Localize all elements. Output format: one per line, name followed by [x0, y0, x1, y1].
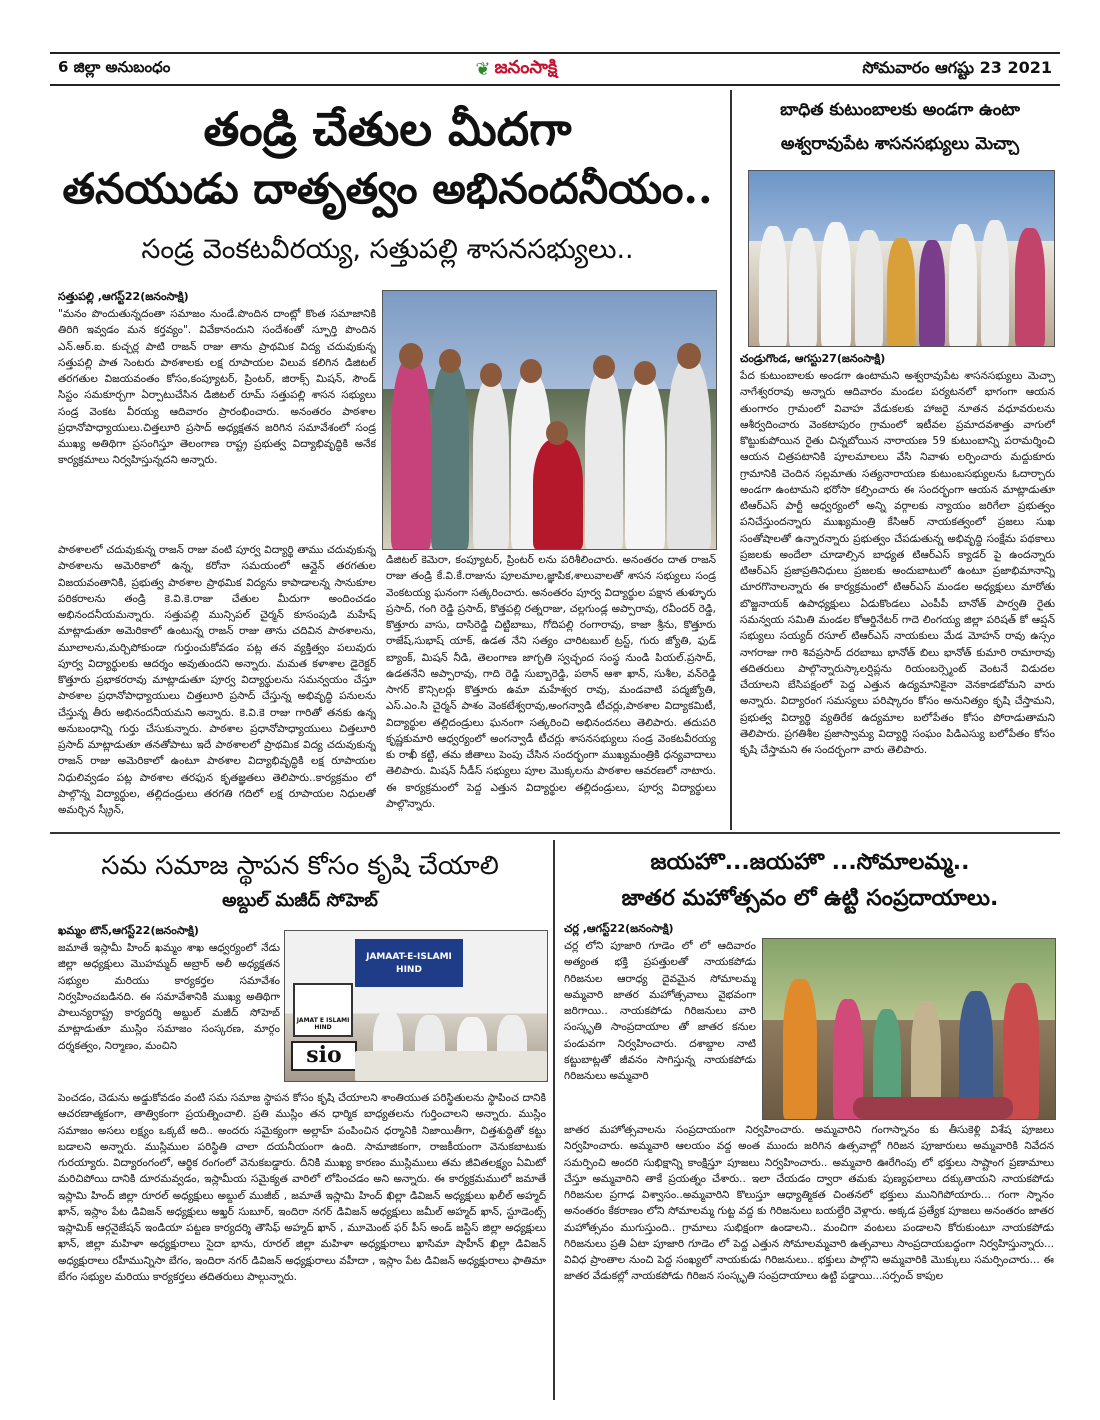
story2-body: పేద కుటుంబాలకు అండగా ఉంటామని అశ్వరావుపేట శాసనసభ్యులు మెచ్చా నాగేశ్వరరావు అన్నారు ఆదివారం మండల పర్యటనలో భాగంగా ఆయన తుంగారం గ్రామంలో వివాహ వేడుకలకు హాజరై నూతన వధూవరులను ఆశీర్వదించారు వెంకటాపురం గ్రామంలో ఇటీవల ప్రమాదవశాత్తు వాగులో కొట్టుకుపోయిన రైతు చిన్నబోయిన నారాయణ 59 కుటుంబాన్ని పరామర్శించి ఆయన చిత్రపటానికి పూలమాలలు వేసి నివాళు లర్పించారు మద్దుకూరు గ్రామానికి చెందిన సల్లమాతు సత్యనారాయణ కుటుంబసభ్యులను ఓదార్చారు అండగా ఉంటామని భరోసా కల్పించారు ఈ సందర్భంగా ఆయన మాట్లాడుతూ టిఆర్ఎస్ పార్టీ ఆధ్వర్యంలో అన్ని వర్గాలకు న్యాయం జరిగేలా ప్రభుత్వం పనిచేస్తుందన్నారు ముఖ్యమంత్రి కేసిఆర్ నాయకత్వంలో ప్రజలు సుఖ సంతోషాలతో ఉన్నారన్నారు ప్రభుత్వం చేపడుతున్న అభివృద్ధి సంక్షేమ పథకాలు ప్రజలకు అందేలా చూడాల్సిన బాధ్యత టిఆర్ఎస్ క్యాడర్ పై ఉందన్నారు టిఆర్ఎస్ ప్రజాప్రతినిధులు ప్రజలకు అందుబాటులో ఉంటూ ప్రజాభిమానాన్ని చూరగొనాలన్నారు ఈ కార్యక్రమంలో టిఆర్ఎస్ మండల అధ్యక్షులు మారోతు బొజ్జనాయక్ ఉపాధ్యక్షులు ఏడుకొండలు ఎంపీపీ బానోత్ పార్వతి రైతు సమన్వయ సమితి మండల కోఆర్డినేటర్ గాదె లింగయ్య జిల్లా పరిషత్ కో ఆప్షన్ సభ్యులు సయ్యద్ రసూల్ టిఆర్ఎస్ నాయకులు మేడ మోహన్ రావు ఉస్సం నాగరాజు గారి శివప్రసాద్ దరబాబు భానోత్ బిలు భానోత్ కుమారి రామారావు తదితరులు పాల్గొన్నారుస్కాలర్షిప్లను రియంబర్స్మెంట్ వెంటనే విడుదల చేయాలని బేసిపక్షంలో పెద్ద ఎత్తున ఉద్యమానికైనా వెనకాడబోమని వారు అన్నారు. విద్యారంగ సమస్యలు పరిష్కారం కోసం అనునిత్యం కృషి చేస్తామని, ప్రభుత్వ విద్యార్థి వ్యతిరేక ఉద్యమాల బలోపేతం కోసం పోరాడుతామని తెలిపారు. ప్రగతిశీల ప్రజాస్వామ్య విద్యార్థి సంఘం పిడిఎస్యు బలోపేతం కోసం కృషి చేస్తామని ఈ సందర్భంగా వారు తెలిపారు.	[740, 370, 1055, 757]
story4-headline-1: జయహొ...జయహొ ...సోమాలమ్మ..	[650, 850, 970, 875]
story1-dateline: సత్తుపల్లి ,ఆగస్ట్22(జనంసాక్షి)	[58, 290, 189, 303]
leaf-icon: ❦	[475, 58, 491, 80]
story3-headline: సమ సమాజ స్థాపన కోసం కృషి చేయాలి	[101, 851, 499, 881]
story3-photo	[284, 930, 548, 1082]
story2-headline-2: అశ్వరావుపేట శాసనసభ్యులు మెచ్చా	[780, 134, 1020, 154]
story1-subhead: సండ్ర వెంకటవీరయ్య, సత్తుపల్లి శాసనసభ్యులు..	[141, 234, 634, 265]
head-shape	[677, 343, 701, 369]
banner-sign: JAMAAT-E-ISLAMI HIND	[355, 939, 463, 987]
person-figure	[585, 371, 623, 549]
devotees-on-ground	[853, 1097, 1013, 1119]
story3-body-wide: పెంచడం, చెడును అడ్డుకోవడం వంటి సమ సమాజ స్థాపన కోసం కృషి చేయాలని శాంతియుత పరిస్థితులను స్థాపించ దానికి ఆచరణాత్మకంగా, తాత్వికంగా ప్రయత్నించాలి. ప్రతి ముస్లిం తన ధార్మిక బాధ్యతలను గుర్తించాలని అన్నారు. ముస్లిం సమాజం అసలు లక్ష్యం ఒక్కటే అది.. అందరు సమైక్యంగా అల్లాహ్ పంపించిన ధర్మానికి నిజాయితీగా, చిత్తశుద్ధితో కట్టు బడాలని అన్నారు. ముస్లిముల పరిస్థితి చాలా దయనీయంగా ఉంది. సామాజికంగా, రాజకీయంగా వెనుకబాటుకు గురయ్యారు. విద్యారంగంలో, ఆర్థిక రంగంలో వెనుకబడ్డారు. దీనికి ముఖ్య కారణం ముస్లిములు తమ జీవితలక్ష్యం ఏమిటో మరిచిపోయి దానికి దూరమవ్వడం, ఇస్లామీయ సమైక్యత వారిలో లోపించడం అని అన్నారు. ఈ కార్యక్రమములో జమాతే ఇస్లామి హింద్ జిల్లా రూరల్ అధ్యక్షులు అబ్దుల్ ముజీబ్ , జమాతే ఇస్లామి హింద్ ఖిల్లా డివిజన్ అధ్యక్షులు ఖలీల్ అహ్మద్ ఖాన్, ఇస్లాం పేట డివిజన్ అధ్యక్షులు అఖ్తర్ సుబూర్, ఇందిరా నగర్ డివిజన్ అధ్యక్షులు జమీల్ అహ్మద్ ఖాన్, స్టూడెంట్స్ ఇస్లామిక్ ఆర్గనైజేషన్ ఇండియా పట్టణ కార్యదర్శి తౌసిఫ్ అహ్మద్ ఖాన్ , మూమెంట్ ఫర్ పీస్ అండ్ జస్టిస్ జిల్లా అధ్యక్షులు ఖాన్, జిల్లా మహిళా అధ్యక్షురాలు సైదా భాను, రూరల్ జిల్లా మహిళా అధ్యక్షురాలు ఖాసిమా షాహీన్ ఖిల్లా డివిజన్ అధ్యక్షురాలు రహీమున్నిసా బేగం, ఇందిరా నగర్ డివిజన్ అధ్యక్షురాలు వహీదా , ఇస్లాం పేట డివిజన్ అధ్యక్షురాలు ఫాతిమా బేగం సభ్యుల మరియు కార్యకర్తలు తదితరులు పాల్గున్నారు.	[58, 1092, 546, 1283]
person-figure	[919, 240, 945, 346]
story2-dateline: చండ్రుగొండ, ఆగస్టు27(జనంసాక్షి)	[740, 352, 886, 365]
head-shape	[546, 421, 568, 445]
story3-body-narrow: జమాతే ఇస్లామీ హింద్ ఖమ్మం శాఖ ఆధ్వర్యంలో నేడు జిల్లా అధ్యక్షులు మొహమ్మద్ అబ్రార్ అలీ అధ్యక్షతన సభ్యుల మరియు కార్యకర్తల సమావేశం నిర్వహించబడినది. ఈ సమావేశానికి ముఖ్య అతిథిగా పాలున్యరాష్ట్ర కార్యదర్శి అబ్దుల్ మజీద్ సోహెబ్ మాట్లాడుతూ ముస్లిం సమాజం సంస్కరణ, మార్గం దర్శకత్వం, నిర్మాణం, మంచిని	[58, 942, 280, 1052]
head-shape	[593, 355, 615, 379]
person-figure	[759, 226, 787, 346]
logo-text: జనంసాక్షి	[494, 56, 558, 78]
page-label: 6 జిల్లా అనుబంధం	[58, 58, 171, 76]
sio-sign: sio	[291, 1041, 357, 1071]
story4-body-narrow: చర్ల లోని పూజారి గూడెం లో లో ఆదివారం అత్యంత భక్తి ప్రపత్తులతో నాయకపోడు గిరిజనుల ఆరాధ్య దైవమైన సోమాలమ్మ అమ్మవారి జాతర మహోత్సవాలు వైభవంగా జరిగాయి.. నాయకపోడు గిరిజనులు వారి సంస్కృతి సాంప్రదాయాల తో జాతర కనుల పండువగా నిర్వహించారు. దశాబ్దాల నాటి కట్టుబాట్లతో జీవనం సాగిస్తున్న నాయకపోడు గిరిజనులు అమ్మవారి	[564, 940, 756, 1083]
person-figure	[431, 364, 469, 549]
head-shape	[480, 363, 502, 387]
story1-headline-2: తనయుడు దాతృత్వం అభినందనీయం..	[62, 164, 713, 213]
story2-headline-1: బాధిత కుటుంబాలకు అండగా ఉంటా	[780, 100, 1020, 120]
person-figure	[667, 359, 711, 549]
person-figure	[821, 222, 851, 346]
head-shape	[520, 359, 542, 383]
story3-byline: అబ్దుల్ మజీద్ సోహెబ్	[222, 890, 378, 911]
issue-date: సోమవారం ఆగష్టు 23 2021	[862, 57, 1052, 77]
person-figure	[391, 359, 431, 549]
story1-column-2: డిజిటల్ కెమెరా, కంప్యూటర్, ప్రింటర్ లను పరిశీలించారు. అనంతరం దాత రాజన్ రాజు తండ్రి కే.వి.కే.రాజును పూలమాల,జ్ఞాపిక,శాలువాలతో శాసన సభ్యులు సండ్ర వెంకటయ్య ఘనంగా సత్కరించారు. అనంతరం పూర్వ విద్యార్థుల పక్షాన తుళ్ళూరు ప్రసాద్, గంగి రెడ్డి ప్రసాద్, కొత్తపల్లి రత్నరాజు, చల్లగుండ్ల అప్పారావు, రవీందర్ రెడ్డి, కొత్తూరు వాసు, దాసిరెడ్డి చిట్టిబాబు, గోదిపల్లి రంగారావు, కాజా శ్రీను, కొత్తూరు రాజేష్,సుభాష్ యాక్, ఉడత నేని సత్యం చారిటబుల్ ట్రస్ట్, గురు జ్యోతి, ఫుడ్ బ్యాంక్, మిషన్ నీడి, తెలంగాణ జాగృతి స్వచ్ఛంద సంస్థ నుండి పియల్.ప్రసాద్, ఉడతనేని అప్పారావు, గాది రెడ్డి సుబ్బారెడ్డి, పఠాన్ ఆశా ఖాన్, సుశీల, వన్‌రెడ్డి సాగర్ కౌన్సిలర్లు కొత్తూరు ఉమా మహేశ్వర రావు, మండవాటి పద్మజ్యోతి, ఎస్.ఎం.సి చైర్మన్ పాశం వెంకటేశ్వరావు,అంగన్వాడి టీచర్లు,పాఠశాల విద్యాకమిటీ, విద్యార్థుల తల్లిదండ్రులు ఘనంగా సత్కరించి అభినందనలు తెలిపారు. తదుపరి కృష్ణకుమారి ఆధ్వర్యంలో అంగన్వాడీ టీచర్లు శాసనసభ్యులు సండ్ర వెంకటవీరయ్య కు రాఖీ కట్టి, తమ జీతాలు పెంపు చేసిన సందర్భంగా ముఖ్యమంత్రికి ధన్యవాదాలు తెలిపారు. మిషన్ నీడీస్ సభ్యులు పూల మొక్కలను పాఠశాల ఆవరణలో నాటారు. ఈ కార్యక్రమంలో పెద్ద ఎత్తున విద్యార్థుల తల్లిదండ్రులు, పూర్వ విద్యార్థులు పాల్గొన్నారు.	[386, 554, 716, 810]
column-divider	[553, 840, 555, 1400]
story4-body-wide: జాతర మహోత్సవాలను సంప్రదాయంగా నిర్వహించారు. అమ్మవారిని గంగాస్నానం కు తీసుకెళ్లి విశేష పూజలు నిర్వహించారు. అమ్మవారి ఆలయం వద్ద అంత ముందు జరిగిన ఉత్సవాల్లో గిరిజన పూజారులు అమ్మవారికి నివేదన సమర్పించి అందరి సుభిక్షాన్ని కాంక్షిస్తూ పూజలు నిర్వహించారు.. అమ్మవారి ఊరేగింపు లో భక్తులు సాష్టాంగ ప్రణామాలు చేస్తూ అమ్మవారిని తాకే ప్రయత్నం చేశారు.. ఇలా చేయడం ద్వారా తమకు పుణ్యఫలాలు దక్కుతాయని నాయకపోడు గిరిజనుల ప్రగాఢ విశ్వాసం..అమ్మవారిని కొలుస్తూ ఆధ్యాత్మికత చింతనలో భక్తులు మునిగిపోయారు... గంగా స్నానం అనంతరం కేకరాణం లోని సోమాలమ్మ గుట్ట వద్ద కు గిరిజనులు బయల్దేరి వెళ్లారు. అక్కడ ప్రత్యేక పూజలు అనంతరం జాతర మహోత్సవం ముగుస్తుంది.. గ్రామాలు సుభిక్షంగా ఉండాలని.. మంచిగా వంటలు పండాలని కోరుకుంటూ నాయకపోడు గిరిజనులు ప్రతి ఏటా పూజారి గూడెం లో పెద్ద ఎత్తున సోమాలమ్మవారి ఉత్సవాలు సాంప్రదాయబద్ధంగా నిర్వహిస్తున్నారు... వివిధ ప్రాంతాల నుంచి పెద్ద సంఖ్యలో నాయకుడు గిరిజనులు.. భక్తులు పాల్గొని అమ్మవారికి మొక్కులు సమర్పించారు... ఈ జాతర వేడుకల్లో నాయకపోడు గిరిజన సంస్కృతి సంప్రదాయాలు ఉట్టి పడ్డాయి...సర్పంచ్ కాపుల	[564, 1124, 1054, 1283]
story2-photo	[748, 170, 1055, 347]
story4-photo	[762, 938, 1056, 1120]
organization-logo: JAMAT E ISLAMI HIND	[293, 983, 353, 1037]
story4-dateline: చర్ల ,ఆగస్ట్22(జనంసాక్షి)	[564, 922, 674, 935]
story3-dateline: ఖమ్మం టౌన్,ఆగస్ట్22(జనంసాక్షి)	[58, 924, 199, 937]
head-shape	[439, 349, 461, 373]
story1-column-1: "మనం పొందుతున్నదంతా సమాజం నుండే.పొందిన దాంట్లో కొంత సమాజానికి తిరిగి ఇవ్వడం మన కర్తవ్యం". వివేకానందుని సందేశంతో స్ఫూర్తి పొందిన ఎన్.ఆర్.ఐ. కుచ్చర్ల పాటి రాజన్ రాజు తాను ప్రాథమిక విద్య చదువుకున్న సత్తుపల్లి పాత సెంటరు పాఠశాలకు లక్ష రూపాయల విలువ కలిగిన డిజిటల్ తరగతుల విజయవంతం కోసం,కంప్యూటర్, ప్రింటర్, జిరాక్స్ మిషన్, సౌండ్ సిస్టం సమకూర్చగా ఏర్పాటుచేసిన డిజిటల్ రూమ్ సత్తుపల్లి శాసన సభ్యులు సండ్ర వెంకట వీరయ్య ఆదివారం ప్రారంభించారు. అనంతరం పాఠశాల ప్రధానోపాధ్యాయులు.చిత్తలూరి ప్రసాద్ అధ్యక్షతన జరిగిన సమావేశంలో సండ్ర ముఖ్య అతిథిగా ప్రసంగిస్తూ తెలంగాణ రాష్ట్ర ప్రభుత్వ విద్యాభివృద్ధికి అనేక కార్యక్రమాలు నిర్వహిస్తున్నదని అన్నారు.	[58, 308, 376, 467]
person-figure	[1015, 228, 1045, 346]
person-figure	[789, 228, 817, 346]
person-figure	[949, 224, 977, 346]
person-figure	[855, 230, 883, 346]
table-cloth	[355, 1051, 547, 1081]
person-figure	[887, 238, 915, 346]
story1-headline-1: తండ్రి చేతుల మీదగా	[203, 102, 572, 156]
story1-photo	[382, 290, 717, 550]
person-figure	[783, 979, 817, 1119]
story1-column-1b: పాఠశాలలో చదువుకున్న రాజన్ రాజు వంటి పూర్వ విద్యార్థి తాము చదువుకున్న పాఠశాలను అమెరికాలో ఉన్న, కరోనా సమయంలో ఆన్లైన్ తరగతుల విజయవంతానికి, ప్రభుత్వ పాఠశాల ప్రాథమిక విద్యను కాపాడాలన్న సానుకూల పరికరాలను తండ్రి కె.వి.కె.రాజు చేతుల మీదుగా అందించడం అభినందనీయమన్నారు. సత్తుపల్లి మున్సిపల్ చైర్మన్ కూసంపుడి మహేష్ మాట్లాడుతూ అమెరికాలో ఉంటున్న రాజన్ రాజు తాను చదివిన పాఠశాలను, మూలాలను,మర్చిపోకుండా గుర్తుంచుకోవడం పట్ల తన వ్యక్తిత్వం పలువురు పూర్వ విద్యార్థులకు ఆదర్శం అవుతుందని అన్నారు. మమత కళాశాల డైరెక్టర్ కొత్తూరు ప్రభాకరరావు మాట్లాడుతూ పూర్వ విద్యార్థులను సమన్వయం చేస్తూ పాఠశాల ప్రధానోపాధ్యాయులు చిత్తలూరి ప్రసాద్ చేస్తున్న అభివృద్ధి పనులను చేస్తున్న తీరు అభినందనీయమని అన్నారు. కె.వి.కె రాజు గారితో తనకు ఉన్న అనుబంధాన్ని గుర్తు చేసుకున్నారు. పాఠశాల ప్రధానోపాధ్యాయులు చిత్తలూరి ప్రసాద్ మాట్లాడుతూ తనతోపాటు ఇదే పాఠశాలలో ప్రాథమిక విద్య చదువుకున్న రాజన్ రాజు అమెరికాలో ఉంటూ పాఠశాల విద్యాభివృద్ధికి లక్ష రూపాయల నిధులివ్వడం పట్ల పాఠశాల తరఫున కృతజ్ఞతలు తెలిపారు..కార్యక్రమం లో పాల్గొన్న విద్యార్థుల, తల్లిదండ్రులు తరగతి గదిలో లక్ష రూపాయల నిధులతో అమర్చిన స్క్రీన్,	[58, 544, 376, 817]
column-divider	[730, 90, 732, 830]
person-figure	[625, 377, 665, 549]
section-divider	[50, 832, 1060, 834]
story4-headline-2: జాతర మహోత్సవం లో ఉట్టి సంప్రదాయాలు.	[621, 886, 999, 911]
head-shape	[399, 343, 423, 369]
masthead	[50, 52, 1060, 86]
person-figure	[473, 379, 509, 549]
person-figure	[981, 220, 1009, 346]
newspaper-logo	[475, 57, 557, 82]
head-shape	[634, 361, 656, 385]
person-figure	[533, 439, 583, 549]
